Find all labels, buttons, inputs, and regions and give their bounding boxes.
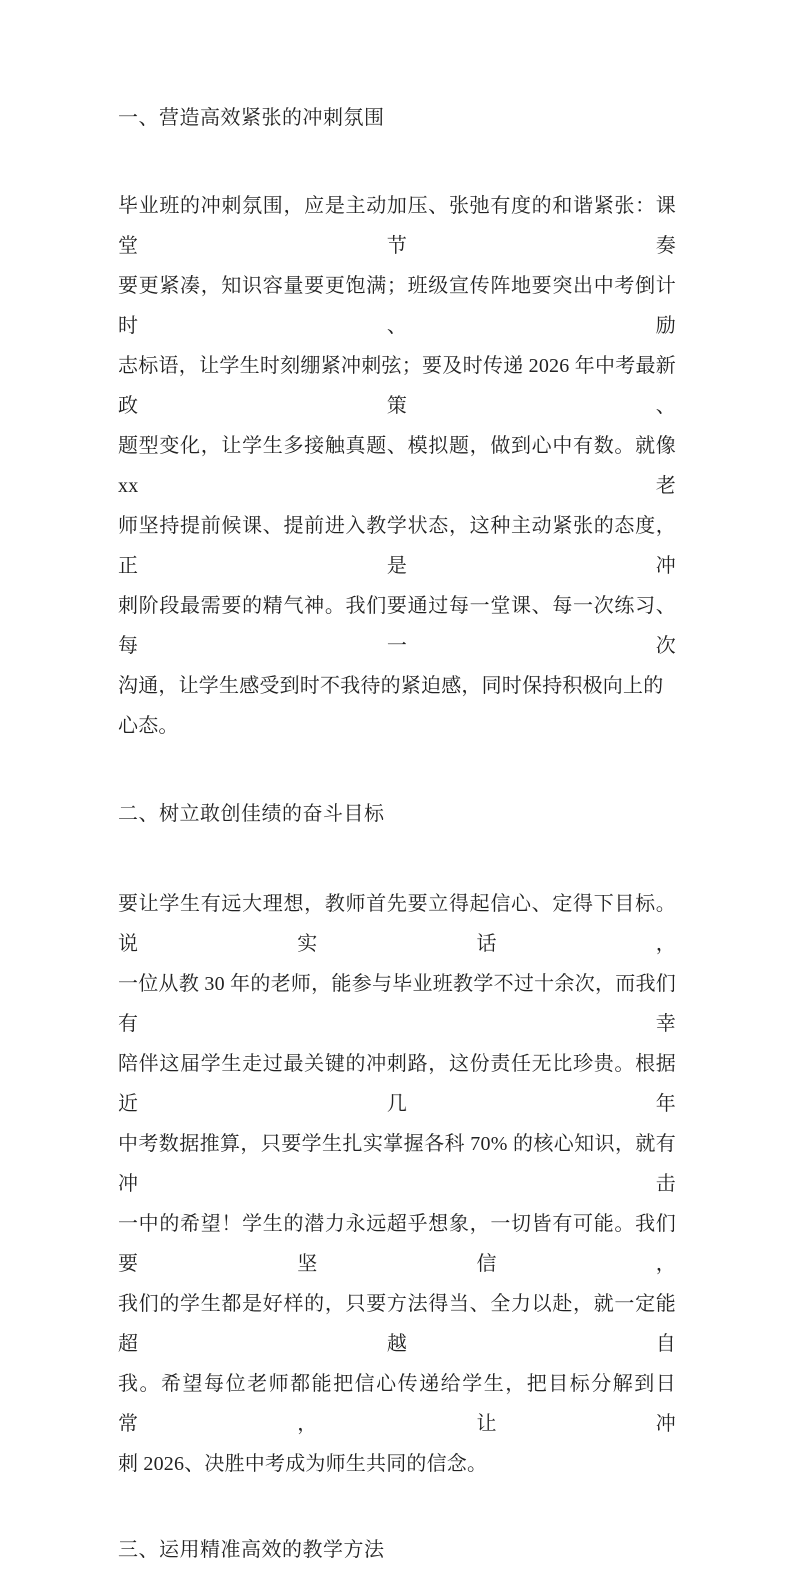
section-heading-2: 二、树立敢创佳绩的奋斗目标 <box>118 803 385 825</box>
paragraph-line: 刺 2026、决胜中考成为师生共同的信念。 <box>118 1453 488 1475</box>
section-paragraph-1 <box>118 186 676 746</box>
paragraph-line: 志标语，让学生时刻绷紧冲刺弦；要及时传递 2026 年中考最新政策、 <box>118 355 676 417</box>
paragraph-line: 题型变化，让学生多接触真题、模拟题，做到心中有数。就像 xx 老 <box>118 435 676 497</box>
section-paragraph-2 <box>118 884 676 1484</box>
paragraph-line: 毕业班的冲刺氛围，应是主动加压、张弛有度的和谐紧张：课堂节奏 <box>118 195 676 257</box>
section-heading-3: 三、运用精准高效的教学方法 <box>118 1539 385 1561</box>
paragraph-line: 要更紧凑，知识容量要更饱满；班级宣传阵地要突出中考倒计时、励 <box>118 275 676 337</box>
paragraph-line: 刺阶段最需要的精气神。我们要通过每一堂课、每一次练习、每一次 <box>118 595 676 657</box>
paragraph-line: 要让学生有远大理想，教师首先要立得起信心、定得下目标。说实话， <box>118 893 676 955</box>
section-heading-1: 一、营造高效紧张的冲刺氛围 <box>118 107 385 129</box>
paragraph-line: 一位从教 30 年的老师，能参与毕业班教学不过十余次，而我们有幸 <box>118 973 676 1035</box>
paragraph-line: 沟通，让学生感受到时不我待的紧迫感，同时保持积极向上的心态。 <box>118 675 664 737</box>
paragraph-line: 师坚持提前候课、提前进入教学状态，这种主动紧张的态度，正是冲 <box>118 515 676 577</box>
paragraph-line: 陪伴这届学生走过最关键的冲刺路，这份责任无比珍贵。根据近几年 <box>118 1053 676 1115</box>
paragraph-line: 中考数据推算，只要学生扎实掌握各科 70% 的核心知识，就有冲击 <box>118 1133 676 1195</box>
paragraph-line: 我们的学生都是好样的，只要方法得当、全力以赴，就一定能超越自 <box>118 1293 676 1355</box>
paragraph-line: 我。希望每位老师都能把信心传递给学生，把目标分解到日常，让冲 <box>118 1373 676 1435</box>
paragraph-line: 一中的希望！学生的潜力永远超乎想象，一切皆有可能。我们要坚信， <box>118 1213 676 1275</box>
